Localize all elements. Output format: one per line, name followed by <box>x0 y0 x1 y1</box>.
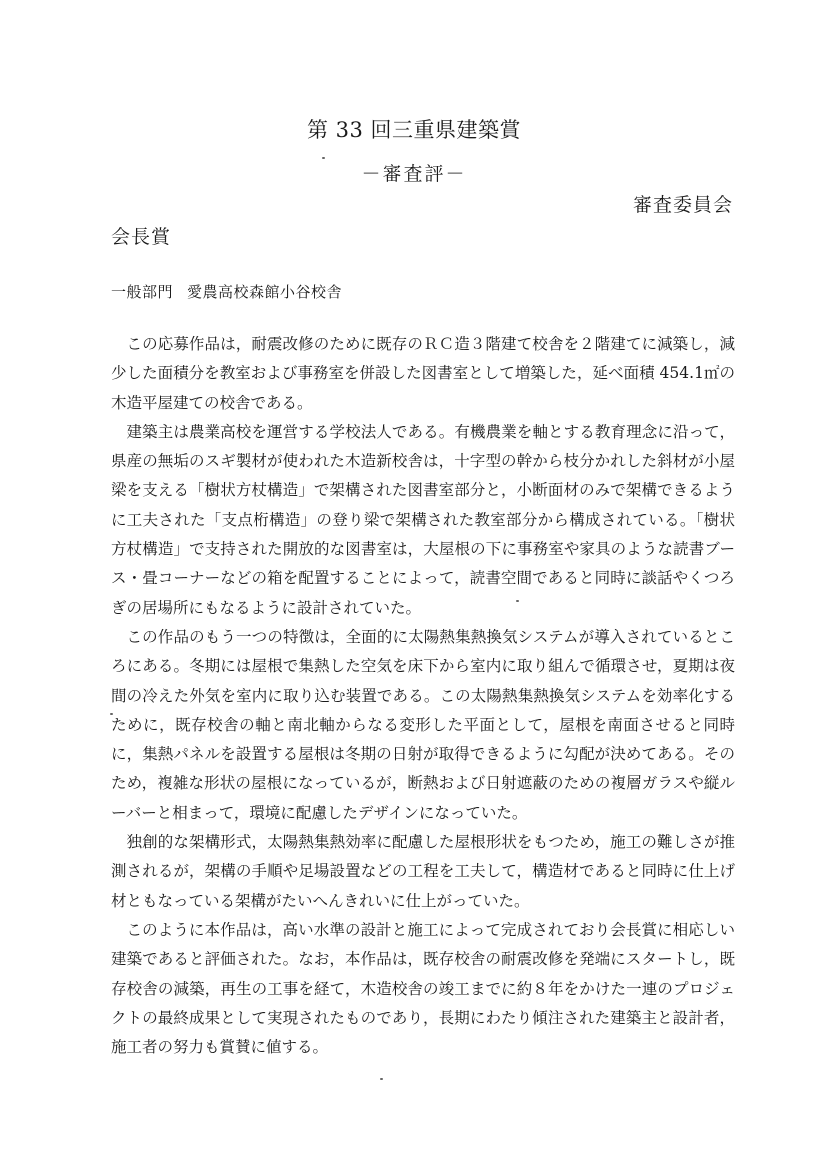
category-line <box>111 281 342 302</box>
paragraph: このように本作品は，高い水準の設計と施工によって完成されており会長賞に相応しい建築であると評価された。なお，本作品は，既存校舎の耐震改修を発端にスタートし，既存校舎の減築，再生の工事を経て，木造校舎の竣工までに約８年をかけた一連のプロジェクトの最終成果として実現されたものであり，長期にわたり傾注された建築主と設計者，施工者の努力も賞賛に値する。 <box>111 920 735 1057</box>
paragraph: この作品のもう一つの特徴は，全面的に太陽熱集熱換気システムが導入されているところにある。冬期には屋根で集熱した空気を床下から室内に取り組んで循環させ，夏期は夜間の冷えた外気を室内に取り込む装置である。この太陽熱集熱換気システムを効率化するために，既存校舎の軸と南北軸からなる変形した平面として，屋根を南面させると同時に，集熱パネルを設置する屋根は冬期の日射が取得できるように勾配が決めてある。そのため，複雑な形状の屋根になっているが，断熱および日射遮蔽のための複層ガラスや縦ルーバーと相まって，環境に配慮したデザインになっていた。 <box>111 627 735 822</box>
scan-speck <box>516 600 519 602</box>
scan-speck <box>110 713 113 715</box>
committee-name: 審査委員会 <box>632 194 733 216</box>
document-title: 第 33 回三重県建築賞 <box>306 118 522 142</box>
document-subtitle: －審査評－ <box>361 163 467 185</box>
paragraph: 独創的な架構形式，太陽熱集熱効率に配慮した屋根形状をもつため，施工の難しさが推測されるが，架構の手順や足場設置などの工程を工夫して，構造材であると同時に仕上げ材ともなっている架構がたいへんきれいに仕上がっていた。 <box>111 833 735 910</box>
work-title: 愛農高校森館小谷校舎 <box>187 283 343 301</box>
scan-speck <box>380 1078 383 1080</box>
review-body <box>111 330 735 1062</box>
paragraph: 建築主は農業高校を運営する学校法人である。有機農業を軸とする教育理念に沿って，県産の無垢のスギ製材が使われた木造新校舎は，十字型の幹から枝分かれした斜材が小屋梁を支える「樹状方杖構造」で架構された図書室部分と，小断面材のみで架構できるように工夫された「支点桁構造」の登り梁で架構された教室部分から構成されている。「樹状方杖構造」で支持された開放的な図書室は，大屋根の下に事務室や家具のような読書ブース・畳コーナーなどの箱を配置することによって，読書空間であると同時に談話やくつろぎの居場所にもなるように設計されていた。 <box>111 422 735 617</box>
award-name: 会長賞 <box>111 226 172 248</box>
paragraph: この応募作品は，耐震改修のために既存のＲＣ造３階建て校舎を２階建てに減築し，減少した面積分を教室および事務室を併設した図書室として増築した，延べ面積 454.1㎡の木造平屋建ての校舎である。 <box>111 335 735 412</box>
category-label: 一般部門 <box>111 283 174 301</box>
